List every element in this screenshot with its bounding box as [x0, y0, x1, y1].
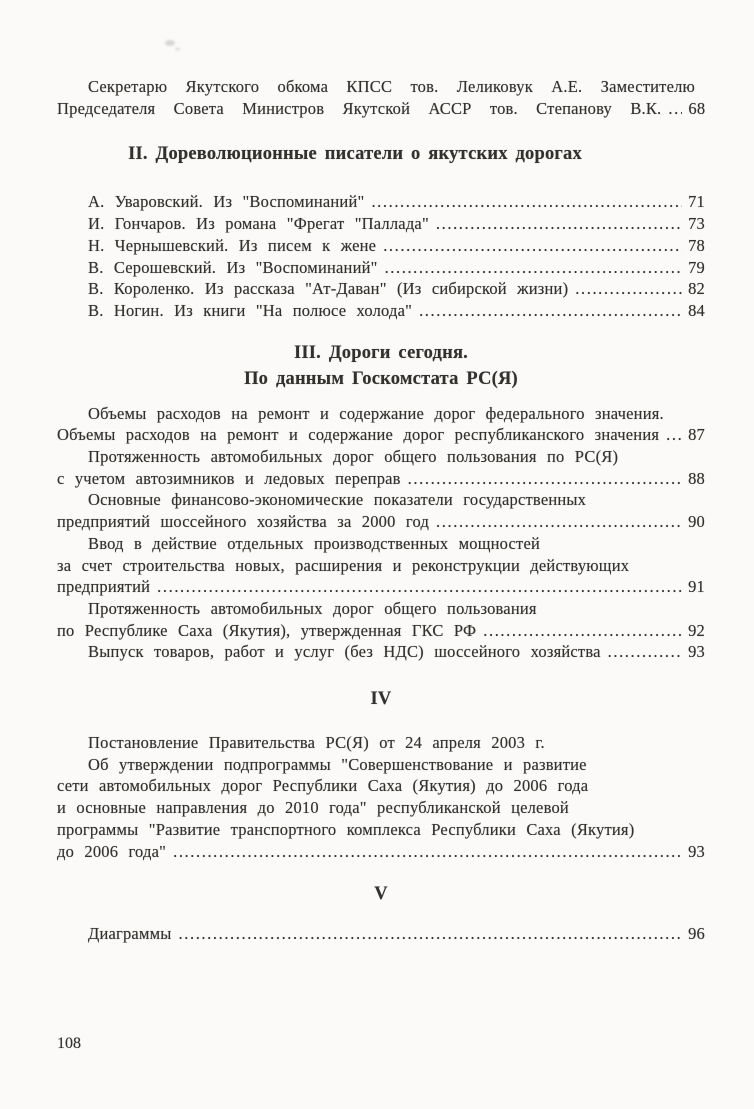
dot-leader — [157, 576, 682, 598]
section-heading-line: IV — [370, 689, 392, 710]
dot-leader — [575, 278, 682, 300]
toc-section-2 — [57, 141, 705, 321]
section-heading-line: III. Дороги сегодня. — [293, 342, 468, 363]
toc-page-number: 73 — [688, 214, 705, 234]
toc-page-number: 91 — [688, 577, 705, 597]
toc-entry-text: по Республике Саха (Якутия), утвержденная ГКС РФ — [57, 620, 477, 640]
toc-entry-last-line — [57, 511, 705, 533]
toc-entry-line: Об утверждении подпрограммы "Совершенствование и развитие — [88, 754, 587, 774]
toc-page-number: 93 — [688, 642, 705, 662]
toc-entry-text: Председателя Совета Министров Якутской АССР тов. Степанову В.К. — [57, 98, 662, 118]
dot-leader — [666, 424, 682, 446]
toc-entry-last-line — [57, 424, 705, 446]
toc-entry-line: Протяженность автомобильных дорог общего пользования по РС(Я) — [88, 447, 619, 467]
toc-page-number: 92 — [688, 620, 705, 640]
dot-leader — [436, 213, 682, 235]
toc-entry-last-line — [57, 213, 705, 235]
toc-entry-line: за счет строительства новых, расширения и реконструкции действующих — [57, 555, 630, 575]
toc-page-number: 84 — [688, 300, 705, 320]
toc-page-number: 78 — [688, 235, 705, 255]
toc-entry — [57, 278, 705, 300]
toc-page-number: 88 — [688, 468, 705, 488]
toc-entry — [57, 403, 705, 446]
toc-entry-text: А. Уваровский. Из "Воспоминаний" — [88, 192, 365, 212]
toc-entry-text: И. Гончаров. Из романа "Фрегат "Паллада" — [88, 214, 429, 234]
toc-section-5 — [57, 881, 705, 945]
toc-entry-last-line — [57, 841, 705, 863]
toc-entry — [57, 76, 705, 119]
toc-page-number: 90 — [688, 512, 705, 532]
toc-page-number: 93 — [688, 841, 705, 861]
toc-entry-text: В. Ногин. Из книги "На полюсе холода" — [88, 300, 413, 320]
toc-entry-text: Объемы расходов на ремонт и содержание дорог республиканского значения — [57, 425, 660, 445]
toc-entry-text: с учетом автозимников и ледовых переправ — [57, 468, 401, 488]
toc-entry — [57, 754, 705, 863]
toc-section-4 — [57, 686, 705, 862]
toc-entry-line: Основные финансово-экономические показатели государственных — [88, 490, 587, 510]
section-heading-line: II. Дореволюционные писатели о якутских дорогах — [128, 144, 582, 165]
section-heading — [57, 881, 705, 907]
toc-entry — [57, 489, 705, 532]
toc-entry-last-line — [57, 300, 705, 322]
toc-entry-last-line — [57, 98, 705, 120]
section-heading — [57, 686, 705, 712]
toc-entry-text: В. Серошевский. Из "Воспоминаний" — [88, 257, 378, 277]
toc-entry-last-line — [57, 278, 705, 300]
toc-page-number: 96 — [688, 924, 705, 944]
toc-entry-text: до 2006 года" — [57, 841, 167, 861]
toc-page-number: 79 — [688, 257, 705, 277]
table-of-contents — [57, 0, 705, 945]
dot-leader — [371, 191, 682, 213]
toc-page-number: 68 — [688, 98, 706, 118]
toc-entry-line: Протяженность автомобильных дорог общего пользования — [88, 598, 537, 618]
toc-entry — [57, 191, 705, 213]
toc-entry-line: Объемы расходов на ремонт и содержание дорог федерального значения. — [88, 403, 664, 423]
toc-entry-text: предприятий — [57, 577, 151, 597]
toc-section-3 — [57, 340, 705, 663]
toc-entry-line: и основные направления до 2010 года" республиканской целевой — [57, 798, 569, 818]
toc-entry-text: Диаграммы — [88, 924, 172, 944]
section-heading-line: V — [374, 884, 388, 905]
section-heading — [57, 340, 705, 392]
toc-entry-line: Постановление Правительства РС(Я) от 24 апреля 2003 г. — [88, 733, 545, 753]
toc-entry — [57, 446, 705, 489]
dot-leader — [173, 841, 682, 863]
toc-entry — [57, 235, 705, 257]
toc-entry-line: сети автомобильных дорог Республики Саха (Якутия) до 2006 года — [57, 776, 589, 796]
page-number: 108 — [57, 1035, 81, 1052]
toc-entry — [57, 533, 705, 598]
dot-leader — [668, 98, 682, 120]
dot-leader — [436, 511, 682, 533]
toc-entry-text: предприятий шоссейного хозяйства за 2000 год — [57, 512, 430, 532]
dot-leader — [483, 620, 682, 642]
toc-intro-continued — [57, 76, 705, 119]
toc-page-number: 82 — [688, 279, 705, 299]
toc-entry-text: Выпуск товаров, работ и услуг (без НДС) шоссейного хозяйства — [88, 642, 601, 662]
toc-entry — [57, 300, 705, 322]
toc-entry — [57, 732, 705, 754]
toc-entry-last-line — [57, 641, 705, 663]
toc-entry-last-line — [57, 576, 705, 598]
toc-entry-line: программы "Развитие транспортного комплекса Республики Саха (Якутия) — [57, 819, 635, 839]
toc-entry-last-line — [57, 620, 705, 642]
dot-leader — [385, 257, 683, 279]
toc-entry — [57, 641, 705, 663]
toc-entry — [57, 598, 705, 641]
toc-page-number: 87 — [688, 425, 705, 445]
toc-entry-last-line — [57, 235, 705, 257]
toc-entry — [57, 213, 705, 235]
section-heading — [31, 141, 679, 167]
dot-leader — [179, 923, 683, 945]
section-heading-line: По данным Госкомстата РС(Я) — [244, 368, 518, 389]
toc-entry — [57, 257, 705, 279]
toc-entry-last-line — [57, 468, 705, 490]
toc-entry-text: Н. Чернышевский. Из писем к жене — [88, 235, 377, 255]
page-number-footer — [57, 1034, 81, 1054]
toc-entry-line: Ввод в действие отдельных производственных мощностей — [88, 533, 541, 553]
toc-entry-last-line — [57, 257, 705, 279]
toc-entry-last-line — [57, 923, 705, 945]
toc-entry-text: В. Короленко. Из рассказа "Ат-Даван" (Из сибирской жизни) — [88, 279, 569, 299]
toc-entry — [57, 923, 705, 945]
toc-page-number: 71 — [688, 192, 705, 212]
dot-leader — [419, 300, 682, 322]
dot-leader — [608, 641, 682, 663]
dot-leader — [408, 468, 682, 490]
dot-leader — [383, 235, 682, 257]
toc-entry-line: Секретарю Якутского обкома КПСС тов. Леликовук А.Е. Заместителю — [88, 77, 696, 96]
toc-entry-last-line — [57, 191, 705, 213]
